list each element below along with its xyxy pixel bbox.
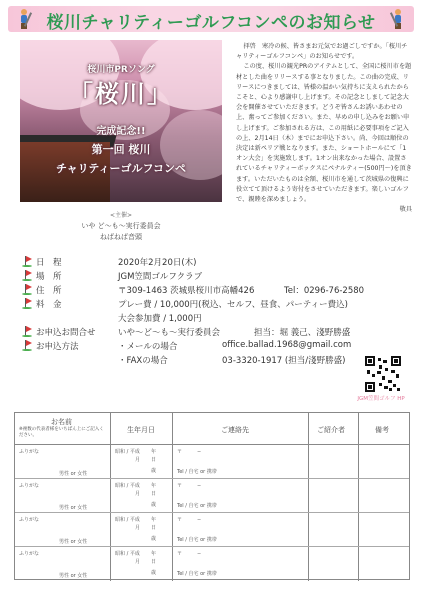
golf-flag-icon — [22, 284, 34, 295]
sponsor-org-1: いや ど〜も〜実行委員会 — [81, 222, 161, 230]
form-year-label: 年 — [151, 517, 157, 523]
form-row[interactable] — [15, 513, 409, 547]
form-tel-label: Tel / 自宅 or 携帯 — [177, 503, 217, 509]
form-month-label: 月 — [135, 457, 141, 463]
form-furigana-label: ふりがな — [19, 483, 40, 489]
form-tel-label: Tel / 自宅 or 携帯 — [177, 537, 217, 543]
form-col-birth — [111, 413, 173, 444]
form-day-label: 日 — [151, 457, 157, 463]
detail-method-fax-value: 03-3320-1917 (担当/淺野勝盛) — [222, 356, 346, 366]
golfer-icon — [390, 9, 406, 29]
detail-fee-row-2 — [22, 312, 382, 326]
golf-flag-icon — [22, 256, 34, 267]
poster-song-title: 「桜川」 — [69, 80, 173, 108]
detail-fee-label: 料 金 — [36, 300, 62, 310]
form-age-label: 歳 — [151, 502, 157, 508]
form-day-label: 日 — [151, 559, 157, 565]
form-row[interactable] — [15, 479, 409, 513]
form-col-name-label: お名前 — [51, 418, 72, 426]
form-year-label: 年 — [151, 551, 157, 557]
form-year-label: 年 — [151, 449, 157, 455]
form-era-label: 昭和 / 平成 — [115, 449, 140, 455]
form-postal-label: 〒 − — [177, 483, 202, 489]
detail-date-value: 2020年2月20日(木) — [118, 258, 197, 268]
form-gender-label: 男性 or 女性 — [59, 505, 88, 511]
sponsor-label: <主催> — [109, 212, 133, 219]
detail-address-tel: Tel：0296-76-2580 — [284, 286, 365, 296]
golf-flag-icon — [22, 340, 34, 351]
form-age-label: 歳 — [151, 536, 157, 542]
detail-method-fax-row — [22, 354, 382, 368]
title-banner — [8, 6, 414, 32]
form-postal-label: 〒 − — [177, 449, 202, 455]
form-col-name-note: ※複数の代表者様をいちばん上にご記入ください。 — [19, 427, 104, 438]
intro-greeting: 拝啓 寒冷の候、皆さまお元気でお過ごしですか。「桜川チャリティーゴルフコンペ」のお知らせです。 — [236, 43, 408, 61]
golf-flag-icon — [22, 326, 34, 337]
form-col-birth-label: 生年月日 — [127, 426, 155, 434]
form-furigana-label: ふりがな — [19, 517, 40, 523]
detail-venue-row — [22, 270, 382, 284]
detail-venue-label: 場 所 — [36, 272, 62, 282]
detail-address-value: 〒309-1463 茨城県桜川市高幡426 — [118, 286, 255, 296]
form-year-label: 年 — [151, 483, 157, 489]
intro-letter — [236, 42, 412, 215]
form-col-contact-label: ご連絡先 — [221, 426, 249, 434]
event-poster-image — [20, 40, 222, 202]
form-postal-label: 〒 − — [177, 517, 202, 523]
detail-method-mail-label: ・メールの場合 — [118, 342, 178, 352]
intro-closing: 敬具 — [399, 206, 412, 214]
form-gender-label: 男性 or 女性 — [59, 471, 88, 477]
form-day-label: 日 — [151, 491, 157, 497]
form-tel-label: Tel / 自宅 or 携帯 — [177, 571, 217, 577]
entry-form-table — [14, 412, 410, 580]
golf-flag-icon — [22, 270, 34, 281]
form-era-label: 昭和 / 平成 — [115, 551, 140, 557]
detail-method-fax-label: ・FAXの場合 — [118, 356, 168, 366]
form-row[interactable] — [15, 547, 409, 581]
form-col-name — [15, 413, 111, 444]
form-gender-label: 男性 or 女性 — [59, 573, 88, 579]
form-furigana-label: ふりがな — [19, 449, 40, 455]
detail-contact-person: 担当：堀 義己、淺野勝盛 — [254, 328, 351, 338]
poster-event-name: チャリティーゴルフコンペ — [55, 162, 187, 175]
form-age-label: 歳 — [151, 468, 157, 474]
form-tel-label: Tel / 自宅 or 携帯 — [177, 469, 217, 475]
qr-code-image[interactable] — [365, 356, 401, 392]
form-era-label: 昭和 / 平成 — [115, 517, 140, 523]
form-furigana-label: ふりがな — [19, 551, 40, 557]
form-month-label: 月 — [135, 525, 141, 531]
poster-song-label: 桜川市PRソング — [87, 65, 155, 75]
detail-method-row — [22, 340, 382, 354]
poster-event-number: 第一回 桜川 — [91, 143, 151, 156]
poster-commemoration: 完成記念!! — [96, 126, 146, 137]
detail-contact-row — [22, 326, 382, 340]
detail-address-row — [22, 284, 382, 298]
detail-contact-label: お申込お問合せ — [36, 328, 96, 338]
detail-date-label: 日 程 — [36, 258, 62, 268]
detail-date-row — [22, 256, 382, 270]
form-col-contact — [173, 413, 309, 444]
sponsor-block — [20, 210, 222, 243]
form-col-notes — [359, 413, 411, 444]
form-month-label: 月 — [135, 491, 141, 497]
detail-fee-value: プレー費 / 10,000円(税込、セルフ、昼食、パーティー費込) — [118, 300, 348, 310]
golf-flag-icon — [22, 298, 34, 309]
qr-caption: JGM笠間ゴルフ HP — [357, 396, 405, 402]
intro-body: この度、桜川の観光PRのアイテムとして、全国に桜川市を題材とした曲をリリースする事となりました。この曲の完成、リリースにつきましては、皆様の温かい気持ちに支えられたからこそと、心より感謝申し上げます。その記念としまして記念大会を開催させていただきます。どうぞ皆さんお誘いあわせの上、奮ってご参加ください。また、早めの申し込みをお願い申し上げます。ご参加される方は、この用紙に必要事項をご記入の上、2月14日（木）までにお申込下さい。尚、今回は順位の決定は新ペリア戦となります。また、ショートホールにて「1オン大会」を実施致します。1オン出来なかった場合、設置されているチャリティーボックスにペナルティー(500円～)を頂きます。いただいたものは全額、桜川市を通して茨城県の復興に役立てて頂けるよう寄付をさせていただきます。楽しいゴルフで、親睦を深めましょう。 — [236, 63, 412, 204]
detail-method-label: お申込方法 — [36, 342, 79, 352]
event-details — [22, 256, 382, 368]
detail-contact-value: いや〜ど〜も〜実行委員会 — [118, 328, 221, 338]
form-age-label: 歳 — [151, 570, 157, 576]
sponsor-org-2: ねばねば音頭 — [100, 233, 142, 241]
form-day-label: 日 — [151, 525, 157, 531]
detail-fee-row — [22, 298, 382, 312]
form-gender-label: 男性 or 女性 — [59, 539, 88, 545]
form-col-intro — [309, 413, 359, 444]
detail-address-label: 住 所 — [36, 286, 62, 296]
detail-fee-value-2: 大会参加費 / 1,000円 — [118, 314, 202, 324]
detail-venue-value: JGM笠間ゴルフクラブ — [118, 272, 203, 282]
form-row[interactable] — [15, 445, 409, 479]
form-col-notes-label: 備考 — [375, 426, 389, 434]
detail-method-mail-value: office.ballad.1968@gmail.com — [222, 340, 352, 350]
form-month-label: 月 — [135, 559, 141, 565]
form-header — [15, 413, 409, 445]
page-title: 桜川チャリティーゴルフコンペのお知らせ — [46, 13, 376, 33]
form-col-intro-label: ご紹介者 — [317, 426, 345, 434]
form-era-label: 昭和 / 平成 — [115, 483, 140, 489]
form-postal-label: 〒 − — [177, 551, 202, 557]
